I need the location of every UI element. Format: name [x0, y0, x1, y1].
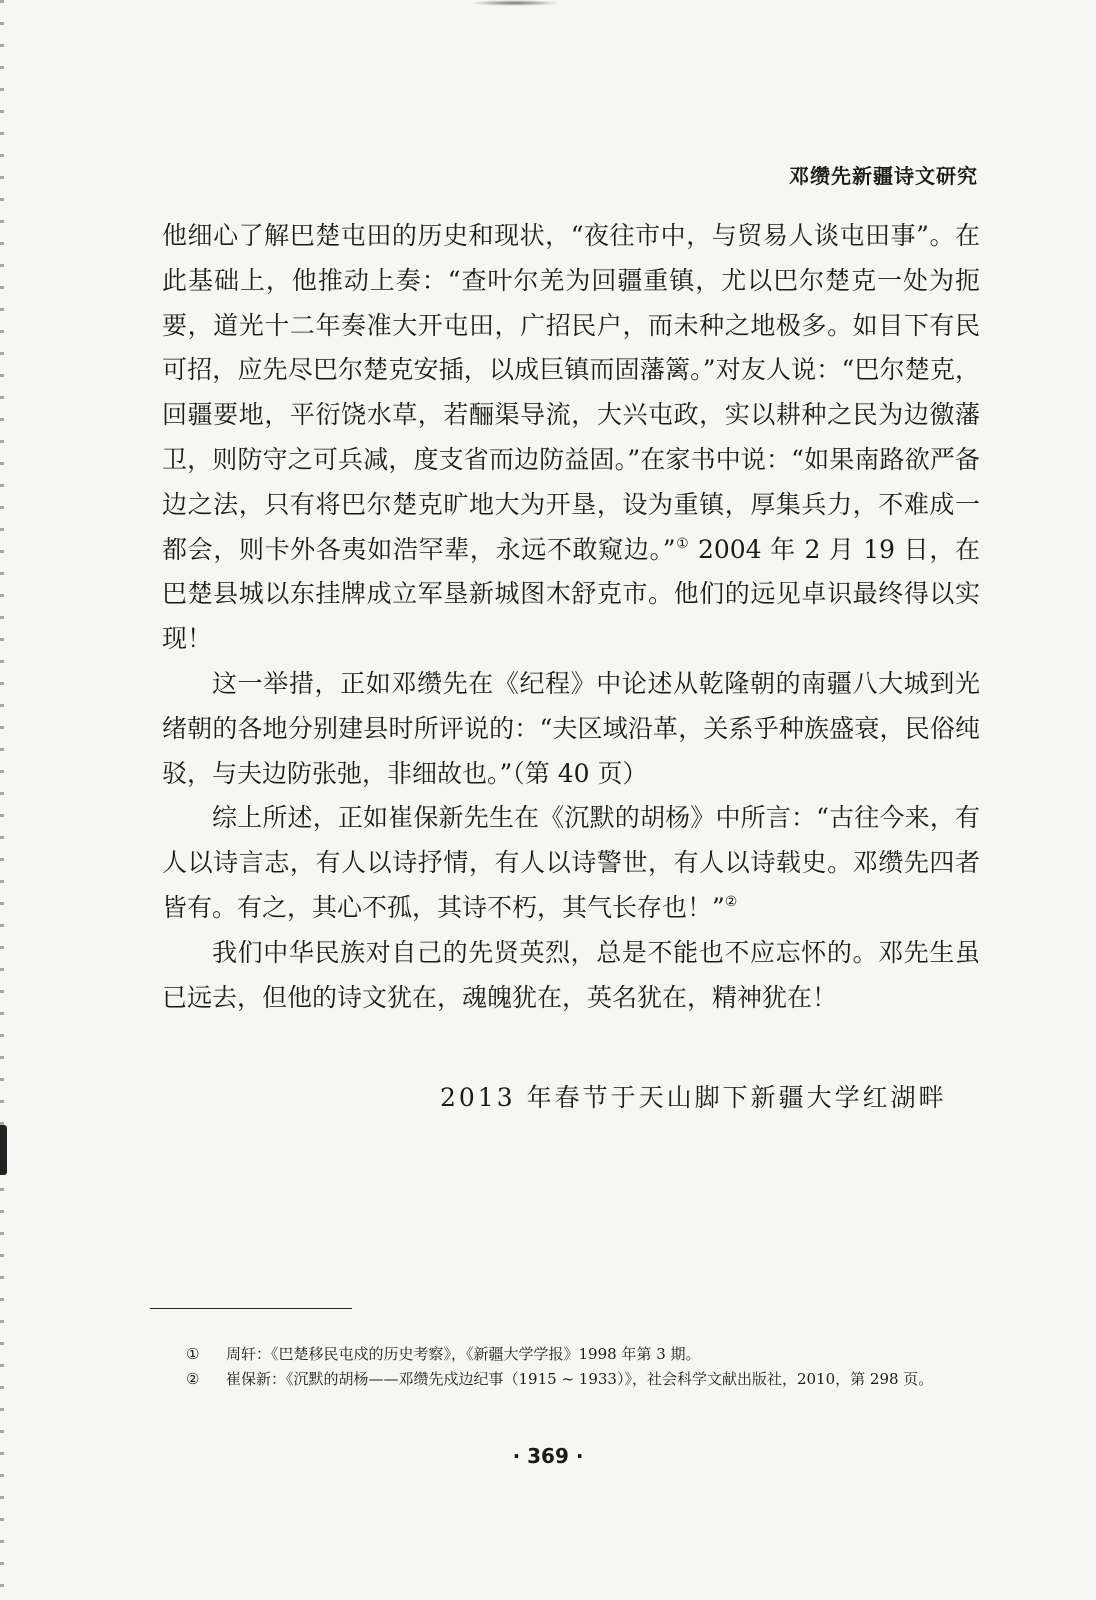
footnote-1-text: 周轩：《巴楚移民屯戍的历史考察》，《新疆大学学报》1998 年第 3 期。 [226, 1345, 701, 1363]
body-text [162, 214, 980, 1020]
paragraph-4: 我们中华民族对自己的先贤英烈，总是不能也不应忘怀的。邓先生虽已远去，但他的诗文犹在，魂魄犹在，英名犹在，精神犹在！ [162, 937, 980, 1012]
footnote-2-mark: ② [186, 1370, 200, 1388]
paragraph-1 [162, 214, 980, 662]
footnotes [186, 1342, 976, 1392]
running-head: 邓缵先新疆诗文研究 [789, 164, 978, 188]
scan-artifact-mark [0, 1125, 7, 1175]
footnote-2-text: 崔保新：《沉默的胡杨——邓缵先戍边纪事（1915 ~ 1933）》，社会科学文献出版社，2010，第 298 页。 [226, 1370, 934, 1388]
paragraph-1-text: 他细心了解巴楚屯田的历史和现状，“夜往市中，与贸易人谈屯田事”。在此基础上，他推动上奏：“查叶尔羌为回疆重镇，尤以巴尔楚克一处为扼要，道光十二年奏准大开屯田，广招民户，而未种之地极多。如目下有民可招，应先尽巴尔楚克安插，以成巨镇而固藩篱。”对友人说：“巴尔楚克，回疆要地，平衍饶水草，若酾渠导流，大兴屯政，实以耕种之民为边徼藩卫，则防守之可兵减，度支省而边防益固。”在家书中说：“如果南路欲严备边之法，只有将巴尔楚克旷地大为开垦，设为重镇，厚集兵力，不难成一都会，则卡外各夷如浩罕辈，永远不敢窥边。” [162, 221, 980, 564]
scan-artifact-left-edge [0, 0, 4, 1600]
footnote-1 [186, 1342, 976, 1367]
page-number: · 369 · [512, 1444, 584, 1468]
paragraph-2: 这一举措，正如邓缵先在《纪程》中论述从乾隆朝的南疆八大城到光绪朝的各地分别建县时所评说的：“夫区域沿革，关系乎种族盛衰，民俗纯驳，与夫边防张弛，非细故也。”（第 40 页） [162, 668, 980, 788]
footnote-ref-2: ② [724, 893, 738, 910]
paragraph-3 [162, 796, 980, 930]
signature-line: 2013 年春节于天山脚下新疆大学红湖畔 [440, 1083, 947, 1112]
footnote-rule [150, 1308, 352, 1309]
paragraph-3-text: 综上所述，正如崔保新先生在《沉默的胡杨》中所言：“古往今来，有人以诗言志，有人以诗抒情，有人以诗警世，有人以诗载史。邓缵先四者皆有。有之，其心不孤，其诗不朽，其气长存也！” [162, 803, 980, 922]
footnote-2 [186, 1367, 976, 1392]
footnote-1-mark: ① [186, 1345, 200, 1363]
scan-artifact-top [470, 0, 560, 6]
paragraph-1-text-after: 2004 年 2 月 19 日，在巴楚县城以东挂牌成立军垦新城图木舒克市。他们的远见卓识最终得以实现！ [162, 534, 980, 654]
footnote-ref-1: ① [675, 535, 690, 552]
